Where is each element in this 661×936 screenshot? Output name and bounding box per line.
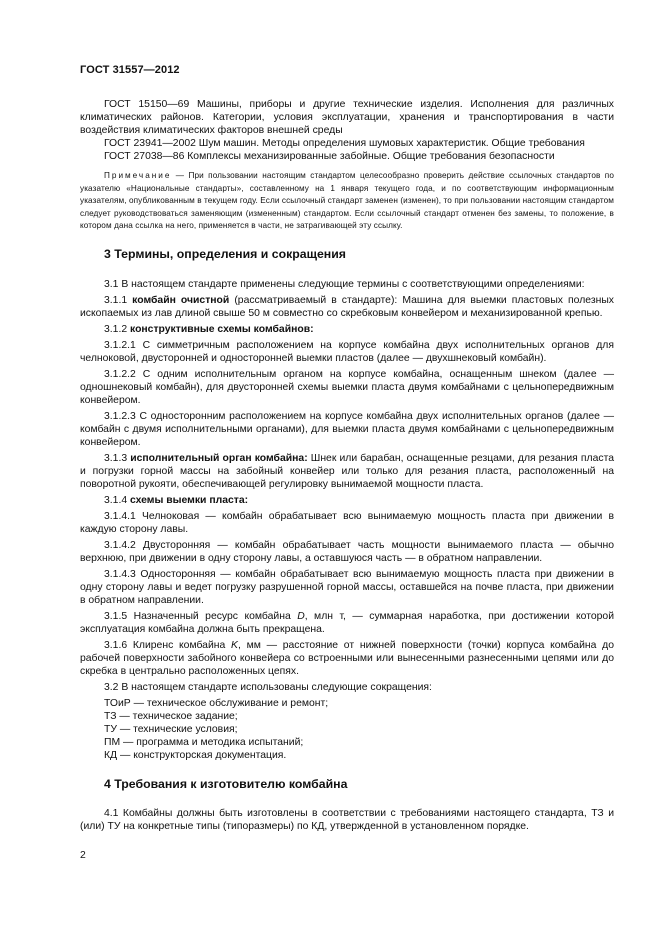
term: конструктивные схемы комбайнов: [130,323,314,335]
clause-3-1-2-3: 3.1.2.3 С односторонним расположением на корпусе комбайна двух исполнительных органов (далее — комбайн с двумя исполнительными органами), для выемки пласта двумя комбайнами с цельнопередвижным конвейером. [80,410,614,448]
abbreviation-item: ПМ — программа и методика испытаний; [104,736,304,748]
definition: (рассматриваемый в стандарте): Машина для выемки пластовых полезных ископаемых из лав длиной свыше 50 м совместно со скребковым конвейером и механизированной крепью. [80,294,614,319]
note-text: — При пользовании настоящим стандартом целесообразно проверить действие ссылочных стандартов по указателю «Национальные стандарты», составленному на 1 января текущего года, и по соответствующим информационным указателям, опубликованным в текущем году. Если ссылочный стандарт заменен (изменен), то при пользовании настоящим стандартом следует руководствоваться заменяющим (измененным) стандартом. Если ссылочный стандарт отменен без замены, то положение, в котором дана ссылка на него, применяется в части, не затрагивающей эту ссылку. [80,171,614,231]
clause-3-1-2-1: 3.1.2.1 С симметричным расположением на корпусе комбайна двух исполнительных органов для челноковой, двусторонней и односторонней выемки пластов (далее — двухшнековый комбайн). [80,339,614,364]
clause-number: 3.1.1 [104,294,133,306]
clause-3-1: 3.1 В настоящем стандарте применены следующие термины с соответствующими определениями: [104,278,585,290]
definition: Шнек или барабан, оснащенные резцами, для резания пласта и погрузки горной массы на забойный конвейер или только для резания пласта, расположенный на поворотной рукояти, обеспечивающей регулировку вынимаемой мощности пласта. [80,452,615,490]
text: 3.1.6 Клиренс комбайна [104,639,232,651]
note [80,170,614,233]
variable-k: K [231,639,238,651]
abbreviation-list [80,697,614,762]
reference-gost-15150: ГОСТ 15150—69 Машины, приборы и другие технические изделия. Исполнения для различных климатических районов. Категории, условия эксплуатации, хранения и транспортирования в части воздействия климатических факторов внешней среды [80,99,614,136]
abbreviation-item: ТЗ — техническое задание; [104,710,238,722]
term: комбайн очистной [132,294,230,306]
term: исполнительный орган комбайна: [130,452,308,464]
clause-number: 3.1.4 [104,494,130,506]
section-4-title: 4 Требования к изготовителю комбайна [104,776,348,791]
text: 3.1.5 Назначенный ресурс комбайна [104,610,298,622]
clause-3-1-5 [80,610,614,636]
clause-3-1-2-2: 3.1.2.2 С одним исполнительным органом на корпусе комбайна, оснащенным шнеком (далее — одношнековый комбайн), для двусторонней схемы выемки пласта двумя комбайнами с цельнопередвижным конвейером. [80,368,614,406]
page-number: 2 [80,850,86,861]
term: схемы выемки пласта: [130,494,249,506]
document-header: ГОСТ 31557—2012 [80,64,180,76]
abbreviation-item: КД — конструкторская документация. [104,749,287,761]
clause-4-1: 4.1 Комбайны должны быть изготовлены в соответствии с требованиями настоящего стандарта, ТЗ и (или) ТУ на конкретные типы (типоразмеры) по КД, утвержденной в установленном порядке. [80,807,614,832]
reference-gost-23941: ГОСТ 23941—2002 Шум машин. Методы определения шумовых характеристик. Общие требования [104,138,585,149]
clause-number: 3.1.2 [104,323,130,335]
section-3-title: 3 Термины, определения и сокращения [104,246,346,261]
clause-3-1-1 [80,294,614,320]
clause-3-1-4-2: 3.1.4.2 Двусторонняя — комбайн обрабатывает часть мощности вынимаемого пласта — обычно верхнюю, при движении в одну сторону лавы, а оставшуюся часть — в обратном направлении. [80,539,614,564]
normative-references [80,98,614,163]
clause-3-1-3 [80,452,614,491]
variable-d: D [297,610,305,622]
abbreviation-item: ТОиР — техническое обслуживание и ремонт; [104,697,329,709]
clause-number: 3.1.3 [104,452,131,464]
clause-3-2: 3.2 В настоящем стандарте использованы следующие сокращения: [104,681,432,693]
text: , мм — расстояние от нижней поверхности (точки) корпуса комбайна до рабочей поверхности забойного конвейера со встроенными или вынесенными разнесенными цепями или до скребка в центрально расположенных цепях. [80,639,614,677]
abbreviation-item: ТУ — технические условия; [104,723,238,735]
clause-3-1-4-3: 3.1.4.3 Односторонняя — комбайн обрабатывает всю вынимаемую мощность пласта при движении в одну сторону лавы и ведет погрузку разрушенной горной массы, оставшейся на почве пласта, при движении в обратном направлении. [80,568,614,606]
document-page [80,64,614,833]
clause-3-1-4-1: 3.1.4.1 Челноковая — комбайн обрабатывает всю вынимаемую мощность пласта при движении в каждую сторону лавы. [80,510,614,535]
clause-3-1-2 [80,323,614,336]
clause-3-1-4 [80,494,614,507]
note-label: Примечание [104,171,172,180]
reference-gost-27038: ГОСТ 27038—86 Комплексы механизированные забойные. Общие требования безопасности [104,151,555,162]
clause-3-1-6 [80,639,614,678]
text: , млн т, — суммарная наработка, при достижении которой эксплуатация комбайна должна быть прекращена. [80,610,614,635]
